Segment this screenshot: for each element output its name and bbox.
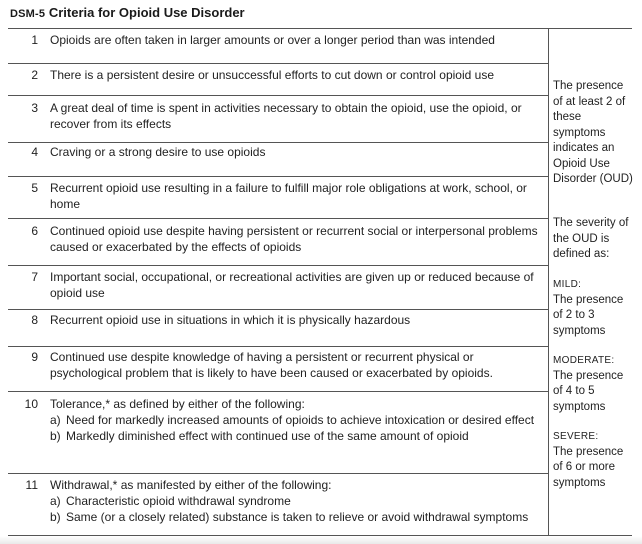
moderate-text: The presence of 4 to 5 symptoms bbox=[553, 369, 624, 413]
page-bottom-fade bbox=[0, 536, 642, 544]
moderate-block bbox=[553, 353, 633, 415]
table-title bbox=[10, 5, 245, 20]
sub-label: b) bbox=[50, 510, 61, 524]
criterion-number: 4 bbox=[31, 145, 38, 159]
row-divider bbox=[8, 176, 548, 177]
criterion-text: Continued use despite knowledge of having a persistent or recurrent physical or psychological problem that is likely to have been caused or exacerbated by opioids. bbox=[50, 350, 493, 380]
criterion-text-block bbox=[50, 477, 542, 525]
row-divider bbox=[8, 142, 548, 143]
sub-text: Markedly diminished effect with continued use of the same amount of opioid bbox=[66, 429, 469, 443]
severe-text: The presence of 6 or more symptoms bbox=[553, 445, 624, 489]
criterion-text: Tolerance,* as defined by either of the following: bbox=[50, 397, 305, 411]
row-divider bbox=[8, 218, 548, 219]
mild-block bbox=[553, 277, 633, 339]
sub-text: Same (or a closely related) substance is taken to relieve or avoid withdrawal symptoms bbox=[66, 510, 529, 524]
criterion-number: 7 bbox=[31, 270, 38, 284]
row-divider bbox=[8, 265, 548, 266]
table-column-divider bbox=[548, 28, 549, 536]
title-prefix: DSM-5 bbox=[10, 8, 46, 20]
sub-criterion bbox=[50, 412, 542, 428]
severity-note: The severity of the OUD is defined as: bbox=[553, 217, 629, 260]
severe-block bbox=[553, 429, 633, 491]
sub-criterion bbox=[50, 509, 542, 525]
sub-text: Need for markedly increased amounts of opioids to achieve intoxication or desired effect bbox=[66, 413, 535, 427]
row-divider bbox=[8, 473, 548, 474]
criterion-text: Craving or a strong desire to use opioids bbox=[50, 145, 266, 159]
criterion-number: 11 bbox=[25, 478, 38, 492]
row-divider bbox=[8, 63, 548, 64]
row-divider bbox=[8, 95, 548, 96]
table-top-border bbox=[8, 28, 632, 29]
sub-text: Characteristic opioid withdrawal syndrome bbox=[66, 494, 291, 508]
criterion-text: Opioids are often taken in larger amounts or over a longer period than was intended bbox=[50, 33, 495, 47]
mild-text: The presence of 2 to 3 symptoms bbox=[553, 293, 624, 337]
criterion-number: 8 bbox=[31, 313, 38, 327]
moderate-heading: MODERATE: bbox=[553, 355, 615, 366]
criterion-text: Important social, occupational, or recreational activities are given up or reduced because of opioid use bbox=[50, 270, 534, 300]
title-text: Criteria for Opioid Use Disorder bbox=[45, 5, 245, 20]
mild-heading: MILD: bbox=[553, 279, 582, 290]
criterion-text-block bbox=[50, 396, 542, 444]
criteria-table bbox=[8, 28, 632, 536]
criterion-text: Recurrent opioid use resulting in a failure to fulfill major role obligations at work, school, or home bbox=[50, 181, 527, 211]
criterion-number: 5 bbox=[31, 181, 38, 195]
sub-label: a) bbox=[50, 494, 61, 508]
criterion-text: A great deal of time is spent in activities necessary to obtain the opioid, use the opioid, or recover from its effects bbox=[50, 101, 522, 131]
criterion-text: Withdrawal,* as manifested by either of the following: bbox=[50, 478, 332, 492]
criterion-text: Continued opioid use despite having persistent or recurrent social or interpersonal problems caused or exacerbated by the effects of opioids bbox=[50, 224, 538, 254]
criterion-text: Recurrent opioid use in situations in which it is physically hazardous bbox=[50, 313, 411, 327]
sub-label: a) bbox=[50, 413, 61, 427]
presence-note: The presence of at least 2 of these symptoms indicates an Opioid Use Disorder (OUD) bbox=[553, 80, 633, 185]
criterion-number: 3 bbox=[31, 101, 38, 115]
criterion-number: 10 bbox=[24, 397, 38, 411]
row-divider bbox=[8, 391, 548, 392]
sub-label: b) bbox=[50, 429, 61, 443]
criterion-text: There is a persistent desire or unsuccessful efforts to cut down or control opioid use bbox=[50, 68, 495, 82]
sub-criterion bbox=[50, 428, 542, 444]
sub-criterion bbox=[50, 493, 542, 509]
row-divider bbox=[8, 346, 548, 347]
criterion-number: 2 bbox=[31, 68, 38, 82]
criterion-number: 9 bbox=[31, 350, 38, 364]
severe-heading: SEVERE: bbox=[553, 431, 599, 442]
criterion-number: 1 bbox=[31, 33, 38, 47]
row-divider bbox=[8, 309, 548, 310]
criterion-number: 6 bbox=[31, 224, 38, 238]
